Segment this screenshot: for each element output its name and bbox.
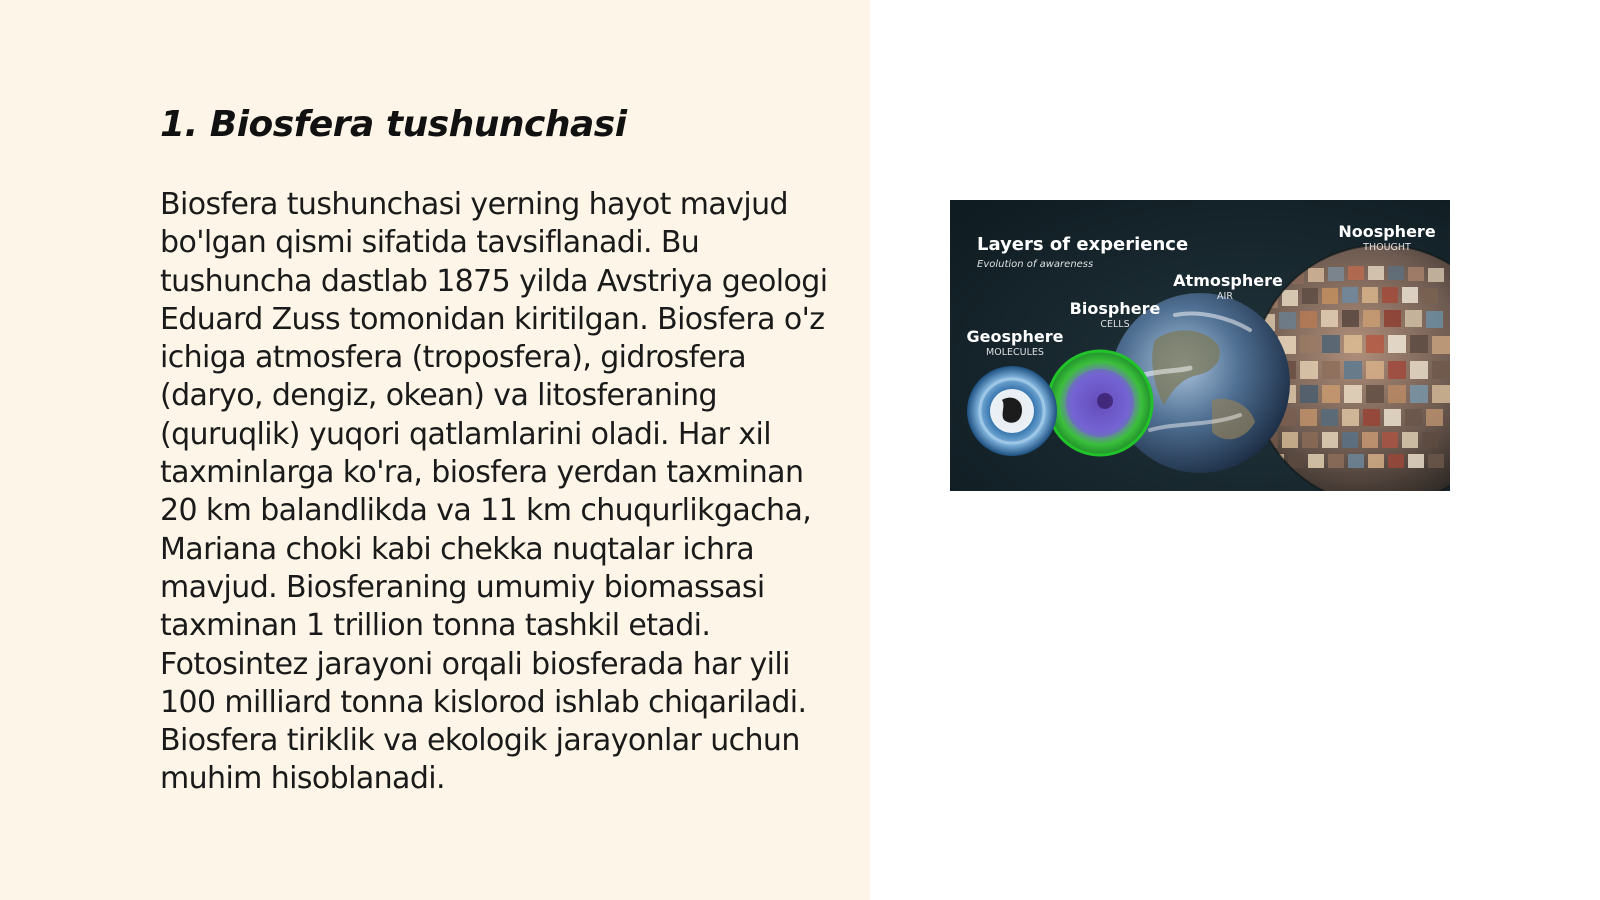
layers-of-experience-image xyxy=(950,200,1450,491)
slide-paragraph: Biosfera tushunchasi yerning hayot mavjud bo'lgan qismi sifatida tavsiflanadi. Bu tushuncha dastlab 1875 yilda Avstriya geologi Eduard Zuss tomonidan kiritilgan. Biosfera o'z ichiga atmosfera (troposfera), gidrosfera (daryo, dengiz, okean) va litosferaning (quruqlik) yuqori qatlamlarini oladi. Har xil taxminlarga ko'ra, biosfera yerdan taxminan 20 km balandlikda va 11 km chuqurlikgacha, Mariana choki kabi chekka nuqtalar ichra mavjud. Biosferaning umumiy biomassasi taxminan 1 trillion tonna tashkil etadi. Fotosintez jarayoni orqali biosferada har yili 100 milliard tonna kislorod ishlab chiqariladi. Biosfera tiriklik va ekologik jarayonlar uchun muhim hisoblanadi. xyxy=(160,187,828,797)
geosphere-label: Geosphere xyxy=(966,327,1064,346)
atmosphere-sublabel: AIR xyxy=(1217,291,1233,302)
geosphere-sphere xyxy=(967,366,1057,456)
noosphere-label: Noosphere xyxy=(1338,222,1436,241)
biosphere-sphere xyxy=(1048,351,1152,455)
figure-subheading: Evolution of awareness xyxy=(977,259,1094,270)
biosphere-sublabel: CELLS xyxy=(1100,319,1130,330)
atmosphere-label: Atmosphere xyxy=(1173,271,1283,290)
noosphere-sublabel: THOUGHT xyxy=(1363,242,1411,253)
biosphere-label: Biosphere xyxy=(1069,299,1161,318)
slide-title: 1. Biosfera tushunchasi xyxy=(160,104,627,145)
figure-heading: Layers of experience xyxy=(977,234,1189,255)
geosphere-sublabel: MOLECULES xyxy=(986,347,1044,358)
